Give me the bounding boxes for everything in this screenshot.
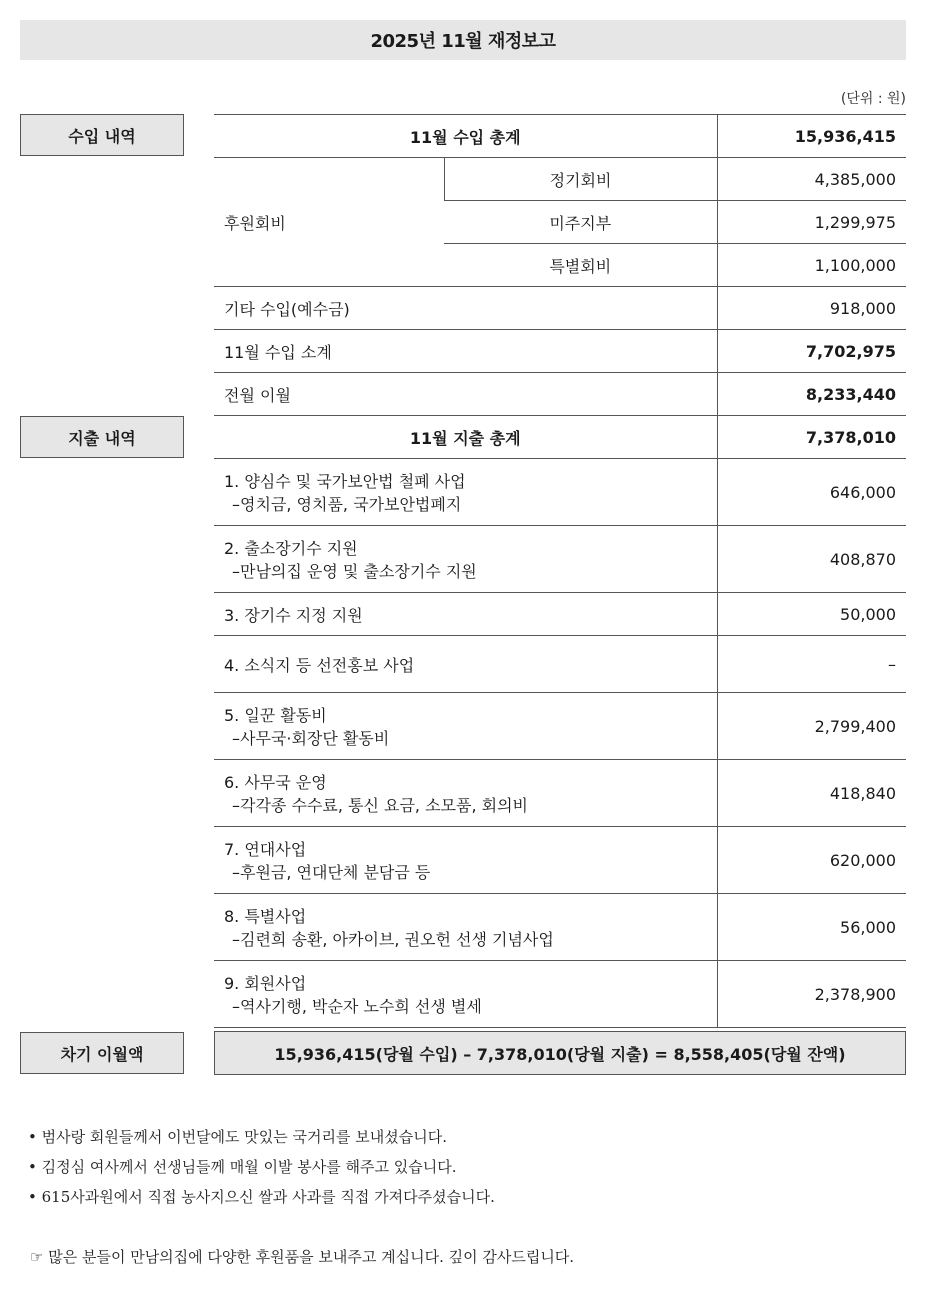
thanks-message: ☞ 많은 분들이 만남의집에 다양한 후원품을 보내주고 계십니다. 깊이 감사드립니다. xyxy=(30,1248,575,1266)
expense-item xyxy=(214,526,717,593)
table-row xyxy=(214,287,906,330)
expense-item-detail: –각각종 수수료, 통신 요금, 소모품, 회의비 xyxy=(232,796,528,815)
income-subtotal-value: 7,702,975 xyxy=(717,330,906,373)
expense-item-value: 2,378,900 xyxy=(717,961,906,1028)
income-total-row xyxy=(214,115,906,158)
expense-item-title: 3. 장기수 지정 지원 xyxy=(224,605,363,625)
expense-item-title: 9. 회원사업 xyxy=(224,974,307,993)
group-item-value: 1,299,975 xyxy=(717,201,906,244)
other-income-value: 918,000 xyxy=(717,287,906,330)
expense-item-title: 2. 출소장기수 지원 xyxy=(224,539,358,558)
expense-item-value: 646,000 xyxy=(717,459,906,526)
finance-table xyxy=(214,114,906,1028)
note-item: • 김정심 여사께서 선생님들께 매월 이발 봉사를 해주고 있습니다. xyxy=(28,1158,457,1176)
support-fee-label: 후원회비 xyxy=(214,158,444,287)
expense-item xyxy=(214,636,717,693)
prev-carry-label: 전월 이월 xyxy=(214,373,717,416)
report-title: 2025년 11월 재정보고 xyxy=(20,20,906,60)
expense-section-label: 지출 내역 xyxy=(20,416,184,458)
expense-item xyxy=(214,827,717,894)
prev-carry-value: 8,233,440 xyxy=(717,373,906,416)
expense-item-title: 1. 양심수 및 국가보안법 철폐 사업 xyxy=(224,472,466,491)
table-row xyxy=(214,459,906,526)
income-section-label: 수입 내역 xyxy=(20,114,184,156)
table-row xyxy=(214,158,906,201)
unit-label: (단위 : 원) xyxy=(840,91,906,107)
group-item-label: 정기회비 xyxy=(444,158,717,201)
expense-item-title: 7. 연대사업 xyxy=(224,840,307,859)
table-row xyxy=(214,760,906,827)
table-row xyxy=(214,894,906,961)
expense-item-value: 418,840 xyxy=(717,760,906,827)
carryover-summary: 15,936,415(당월 수입) – 7,378,010(당월 지출) = 8,558,405(당월 잔액) xyxy=(214,1031,906,1075)
expense-item-detail: –김련희 송환, 아카이브, 권오헌 선생 기념사업 xyxy=(232,930,554,949)
expense-item-title: 5. 일꾼 활동비 xyxy=(224,706,327,725)
other-income-label: 기타 수입(예수금) xyxy=(214,287,717,330)
expense-item-title: 4. 소식지 등 선전홍보 사업 xyxy=(224,655,415,675)
income-subtotal-label: 11월 수입 소계 xyxy=(214,330,717,373)
group-item-label: 미주지부 xyxy=(444,201,717,244)
expense-item-detail: –역사기행, 박순자 노수희 선생 별세 xyxy=(232,997,482,1016)
expense-item xyxy=(214,961,717,1028)
expense-item xyxy=(214,693,717,760)
expense-item xyxy=(214,459,717,526)
expense-item xyxy=(214,760,717,827)
expense-item xyxy=(214,894,717,961)
expense-item xyxy=(214,593,717,636)
expense-total-row xyxy=(214,416,906,459)
expense-item-detail: –후원금, 연대단체 분담금 등 xyxy=(232,863,431,882)
expense-item-detail: –영치금, 영치품, 국가보안법폐지 xyxy=(232,495,462,514)
expense-item-title: 8. 특별사업 xyxy=(224,907,307,926)
table-row xyxy=(214,693,906,760)
expense-item-value: 620,000 xyxy=(717,827,906,894)
expense-item-value: 56,000 xyxy=(717,894,906,961)
note-item: • 범사랑 회원들께서 이번달에도 맛있는 국거리를 보내셨습니다. xyxy=(28,1128,447,1146)
expense-total-value: 7,378,010 xyxy=(717,416,906,459)
group-item-value: 4,385,000 xyxy=(717,158,906,201)
group-item-value: 1,100,000 xyxy=(717,244,906,287)
table-row xyxy=(214,593,906,636)
table-row xyxy=(214,373,906,416)
table-row xyxy=(214,526,906,593)
table-row xyxy=(214,330,906,373)
expense-total-label: 11월 지출 총계 xyxy=(214,416,717,459)
table-row xyxy=(214,961,906,1028)
carryover-section-label: 차기 이월액 xyxy=(20,1032,184,1074)
expense-item-detail: –사무국·회장단 활동비 xyxy=(232,729,390,748)
note-item: • 615사과원에서 직접 농사지으신 쌀과 사과를 직접 가져다주셨습니다. xyxy=(28,1188,495,1206)
table-row xyxy=(214,827,906,894)
notes-list xyxy=(28,1122,495,1212)
group-item-label: 특별회비 xyxy=(444,244,717,287)
expense-item-value: 408,870 xyxy=(717,526,906,593)
expense-item-value: 2,799,400 xyxy=(717,693,906,760)
table-row xyxy=(214,636,906,693)
income-total-value: 15,936,415 xyxy=(717,115,906,158)
expense-item-title: 6. 사무국 운영 xyxy=(224,773,327,792)
expense-item-value: 50,000 xyxy=(717,593,906,636)
expense-item-detail: –만남의집 운영 및 출소장기수 지원 xyxy=(232,562,477,581)
expense-item-value: – xyxy=(717,636,906,693)
income-total-label: 11월 수입 총계 xyxy=(214,115,717,158)
